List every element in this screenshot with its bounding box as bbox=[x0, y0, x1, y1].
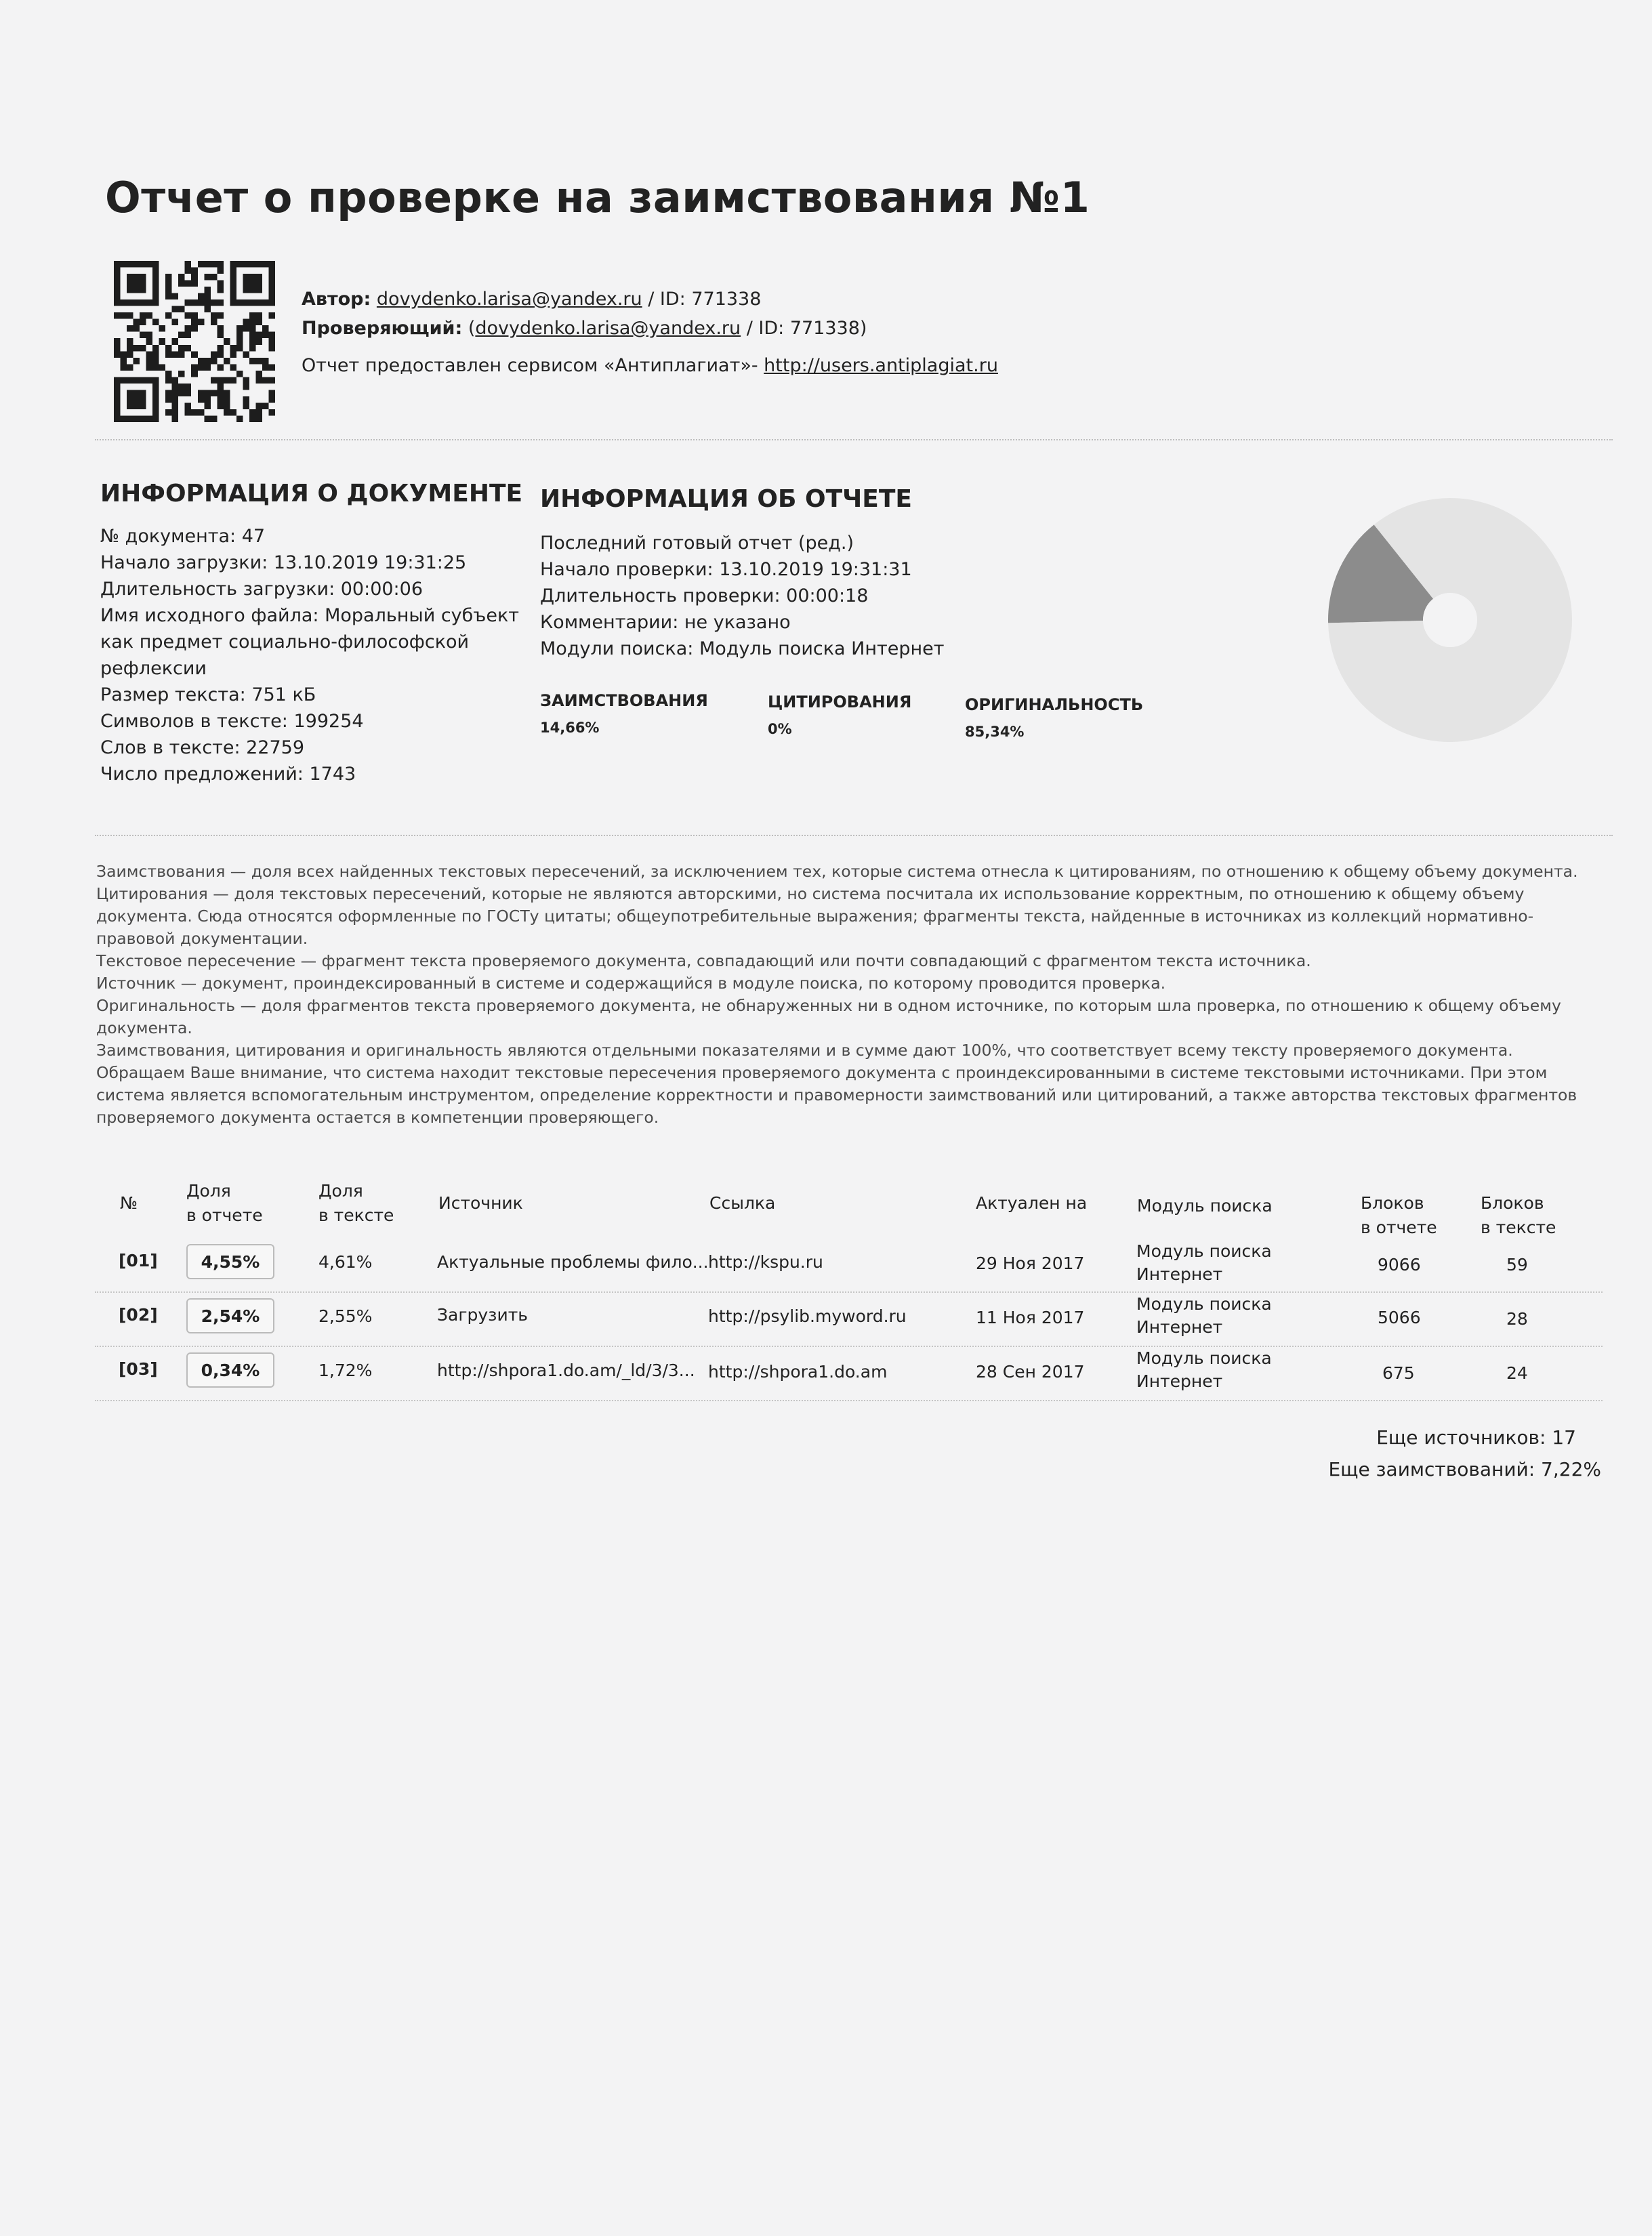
blocks-text: 24 bbox=[1506, 1363, 1528, 1383]
share-text: 4,61% bbox=[318, 1252, 373, 1272]
author-id: / ID: 771338 bbox=[642, 289, 762, 310]
service-text: Отчет предоставлен сервисом «Антиплагиат»- bbox=[302, 355, 764, 376]
th-line: Блоков bbox=[1361, 1193, 1424, 1213]
doc-info-line: рефлексии bbox=[100, 658, 207, 679]
page-title: Отчет о проверке на заимствования №1 bbox=[105, 173, 1090, 222]
module-line: Интернет bbox=[1136, 1371, 1223, 1391]
stat-label: ЗАИМСТВОВАНИЯ bbox=[540, 691, 708, 710]
doc-info-line: Слов в тексте: 22759 bbox=[100, 737, 305, 758]
th-line: в отчете bbox=[186, 1205, 263, 1225]
th-module: Модуль поиска bbox=[1137, 1196, 1273, 1216]
report-info-line: Модули поиска: Модуль поиска Интернет bbox=[540, 638, 945, 659]
share-text: 2,55% bbox=[318, 1306, 373, 1326]
divider bbox=[95, 439, 1613, 440]
author-label: Автор: bbox=[302, 289, 371, 310]
th-share-report bbox=[186, 1179, 263, 1228]
service-link[interactable]: http://users.antiplagiat.ru bbox=[764, 355, 998, 376]
stat-borrowings bbox=[540, 691, 708, 736]
share-report-box[interactable]: 0,34% bbox=[186, 1352, 274, 1388]
definition-paragraph: Текстовое пересечение — фрагмент текста проверяемого документа, совпадающий или почти совпадающий с фрагментом текста источника. bbox=[96, 951, 1311, 970]
source-name[interactable]: http://shpora1.do.am/_ld/3/3... bbox=[437, 1361, 695, 1380]
table-row[interactable] bbox=[95, 1346, 1603, 1401]
module-line: Интернет bbox=[1136, 1317, 1223, 1337]
module-line: Модуль поиска bbox=[1136, 1241, 1272, 1261]
doc-info-line: Имя исходного файла: Моральный субъект bbox=[100, 605, 520, 626]
source-link[interactable]: http://kspu.ru bbox=[708, 1252, 823, 1272]
row-num: [01] bbox=[119, 1251, 158, 1270]
definition-paragraph: Заимствования, цитирования и оригинальность являются отдельными показателями и в сумме дают 100%, что соответствует всему тексту проверяемого документа. bbox=[96, 1041, 1513, 1060]
doc-info-line: Число предложений: 1743 bbox=[100, 764, 356, 785]
th-source: Источник bbox=[438, 1193, 523, 1213]
doc-info-line: Длительность загрузки: 00:00:06 bbox=[100, 579, 424, 600]
blocks-report: 9066 bbox=[1378, 1255, 1421, 1275]
pie-hole bbox=[1423, 593, 1477, 647]
definition-paragraph: Оригинальность — доля фрагментов текста проверяемого документа, не обнаруженных ни в одном источнике, по которым шла проверка, по отношению к общему объему документа. bbox=[96, 996, 1561, 1037]
row-num: [03] bbox=[119, 1359, 158, 1379]
th-blocks-text bbox=[1481, 1191, 1556, 1240]
share-text: 1,72% bbox=[318, 1361, 373, 1380]
checker-paren: ( bbox=[462, 318, 476, 339]
doc-info-list bbox=[100, 523, 519, 787]
stat-label: ОРИГИНАЛЬНОСТЬ bbox=[965, 695, 1144, 714]
stat-originality bbox=[965, 695, 1143, 740]
th-line: в тексте bbox=[318, 1205, 394, 1225]
checker-email[interactable]: dovydenko.larisa@yandex.ru bbox=[475, 318, 741, 339]
service-line bbox=[302, 351, 998, 380]
qr-code bbox=[114, 261, 275, 422]
checker-label: Проверяющий: bbox=[302, 318, 463, 339]
actual-date: 29 Ноя 2017 bbox=[976, 1254, 1085, 1273]
definition-paragraph: Заимствования — доля всех найденных текстовых пересечений, за исключением тех, которые система отнесла к цитированиям, по отношению к общему объему документа. bbox=[96, 862, 1578, 881]
doc-info-line: Размер текста: 751 кБ bbox=[100, 684, 316, 705]
doc-info-heading: ИНФОРМАЦИЯ О ДОКУМЕНТЕ bbox=[100, 480, 523, 508]
report-info-line: Длительность проверки: 00:00:18 bbox=[540, 585, 869, 606]
checker-line bbox=[302, 314, 998, 343]
definition-paragraph: Обращаем Ваше внимание, что система находит текстовые пересечения проверяемого документа с проиндексированными в системе текстовыми источниками. При этом система является вспомогательным инструментом, определение корректности и правомерности заимствований или цитирований, а также авторства текстовых фрагментов проверяемого документа остается в компетенции проверяющего. bbox=[96, 1063, 1577, 1127]
report-info-line: Начало проверки: 13.10.2019 19:31:31 bbox=[540, 559, 912, 580]
module-line: Интернет bbox=[1136, 1264, 1223, 1284]
blocks-report: 5066 bbox=[1378, 1308, 1421, 1327]
module-line: Модуль поиска bbox=[1136, 1348, 1272, 1368]
report-info-line: Последний готовый отчет (ред.) bbox=[540, 533, 854, 554]
actual-date: 28 Сен 2017 bbox=[976, 1362, 1085, 1382]
report-meta bbox=[302, 285, 998, 380]
stat-citations bbox=[768, 692, 911, 737]
more-sources: Еще источников: 17 bbox=[1376, 1426, 1576, 1449]
th-link: Ссылка bbox=[709, 1193, 776, 1213]
th-line: в отчете bbox=[1361, 1218, 1437, 1237]
module-line: Модуль поиска bbox=[1136, 1294, 1272, 1314]
th-line: Доля bbox=[186, 1181, 231, 1201]
stat-label: ЦИТИРОВАНИЯ bbox=[768, 692, 912, 711]
blocks-text: 28 bbox=[1506, 1309, 1528, 1329]
report-info-list bbox=[540, 530, 944, 662]
blocks-text: 59 bbox=[1506, 1255, 1528, 1275]
row-num: [02] bbox=[119, 1305, 158, 1325]
search-module bbox=[1136, 1293, 1272, 1339]
definitions-legend bbox=[96, 861, 1601, 1129]
th-actual: Актуален на bbox=[976, 1193, 1088, 1213]
more-borrowings: Еще заимствований: 7,22% bbox=[1328, 1458, 1601, 1481]
source-name[interactable]: Загрузить bbox=[437, 1305, 528, 1325]
doc-info-line: Начало загрузки: 13.10.2019 19:31:25 bbox=[100, 552, 467, 573]
table-row[interactable] bbox=[95, 1291, 1603, 1347]
actual-date: 11 Ноя 2017 bbox=[976, 1308, 1085, 1327]
checker-id: / ID: 771338) bbox=[741, 318, 867, 339]
stat-value: 14,66% bbox=[540, 720, 600, 736]
author-line bbox=[302, 285, 998, 314]
source-link[interactable]: http://shpora1.do.am bbox=[708, 1362, 888, 1382]
stat-value: 85,34% bbox=[965, 724, 1025, 740]
definition-paragraph: Цитирования — доля текстовых пересечений, которые не являются авторскими, но система посчитала их использование корректным, по отношению к общему объему документа. Сюда относятся оформленные по ГОСТу цитаты; общеупотребительные выражения; фрагменты текста, найденные в источниках из коллекций нормативно-правовой документации. bbox=[96, 884, 1534, 948]
originality-pie-chart bbox=[1321, 491, 1579, 749]
search-module bbox=[1136, 1347, 1272, 1393]
th-blocks-report bbox=[1361, 1191, 1437, 1240]
share-report-box[interactable]: 4,55% bbox=[186, 1244, 274, 1279]
author-email[interactable]: dovydenko.larisa@yandex.ru bbox=[376, 289, 642, 310]
th-line: Блоков bbox=[1481, 1193, 1544, 1213]
source-link[interactable]: http://psylib.myword.ru bbox=[708, 1306, 907, 1326]
report-info-heading: ИНФОРМАЦИЯ ОБ ОТЧЕТЕ bbox=[540, 485, 912, 513]
stat-value: 0% bbox=[768, 721, 792, 737]
share-report-box[interactable]: 2,54% bbox=[186, 1298, 274, 1333]
search-module bbox=[1136, 1240, 1272, 1286]
th-num: № bbox=[120, 1193, 138, 1213]
divider bbox=[95, 835, 1613, 836]
doc-info-line: Символов в тексте: 199254 bbox=[100, 711, 364, 732]
source-name[interactable]: Актуальные проблемы фило... bbox=[437, 1252, 709, 1272]
doc-info-line: как предмет социально-философской bbox=[100, 632, 470, 653]
definition-paragraph: Источник — документ, проиндексированный в системе и содержащийся в модуле поиска, по которому проводится проверка. bbox=[96, 974, 1166, 993]
blocks-report: 675 bbox=[1382, 1363, 1415, 1383]
table-row[interactable] bbox=[95, 1237, 1603, 1293]
th-share-text bbox=[318, 1179, 394, 1228]
report-info-line: Комментарии: не указано bbox=[540, 612, 791, 633]
th-line: в тексте bbox=[1481, 1218, 1556, 1237]
doc-info-line: № документа: 47 bbox=[100, 526, 266, 547]
th-line: Доля bbox=[318, 1181, 363, 1201]
